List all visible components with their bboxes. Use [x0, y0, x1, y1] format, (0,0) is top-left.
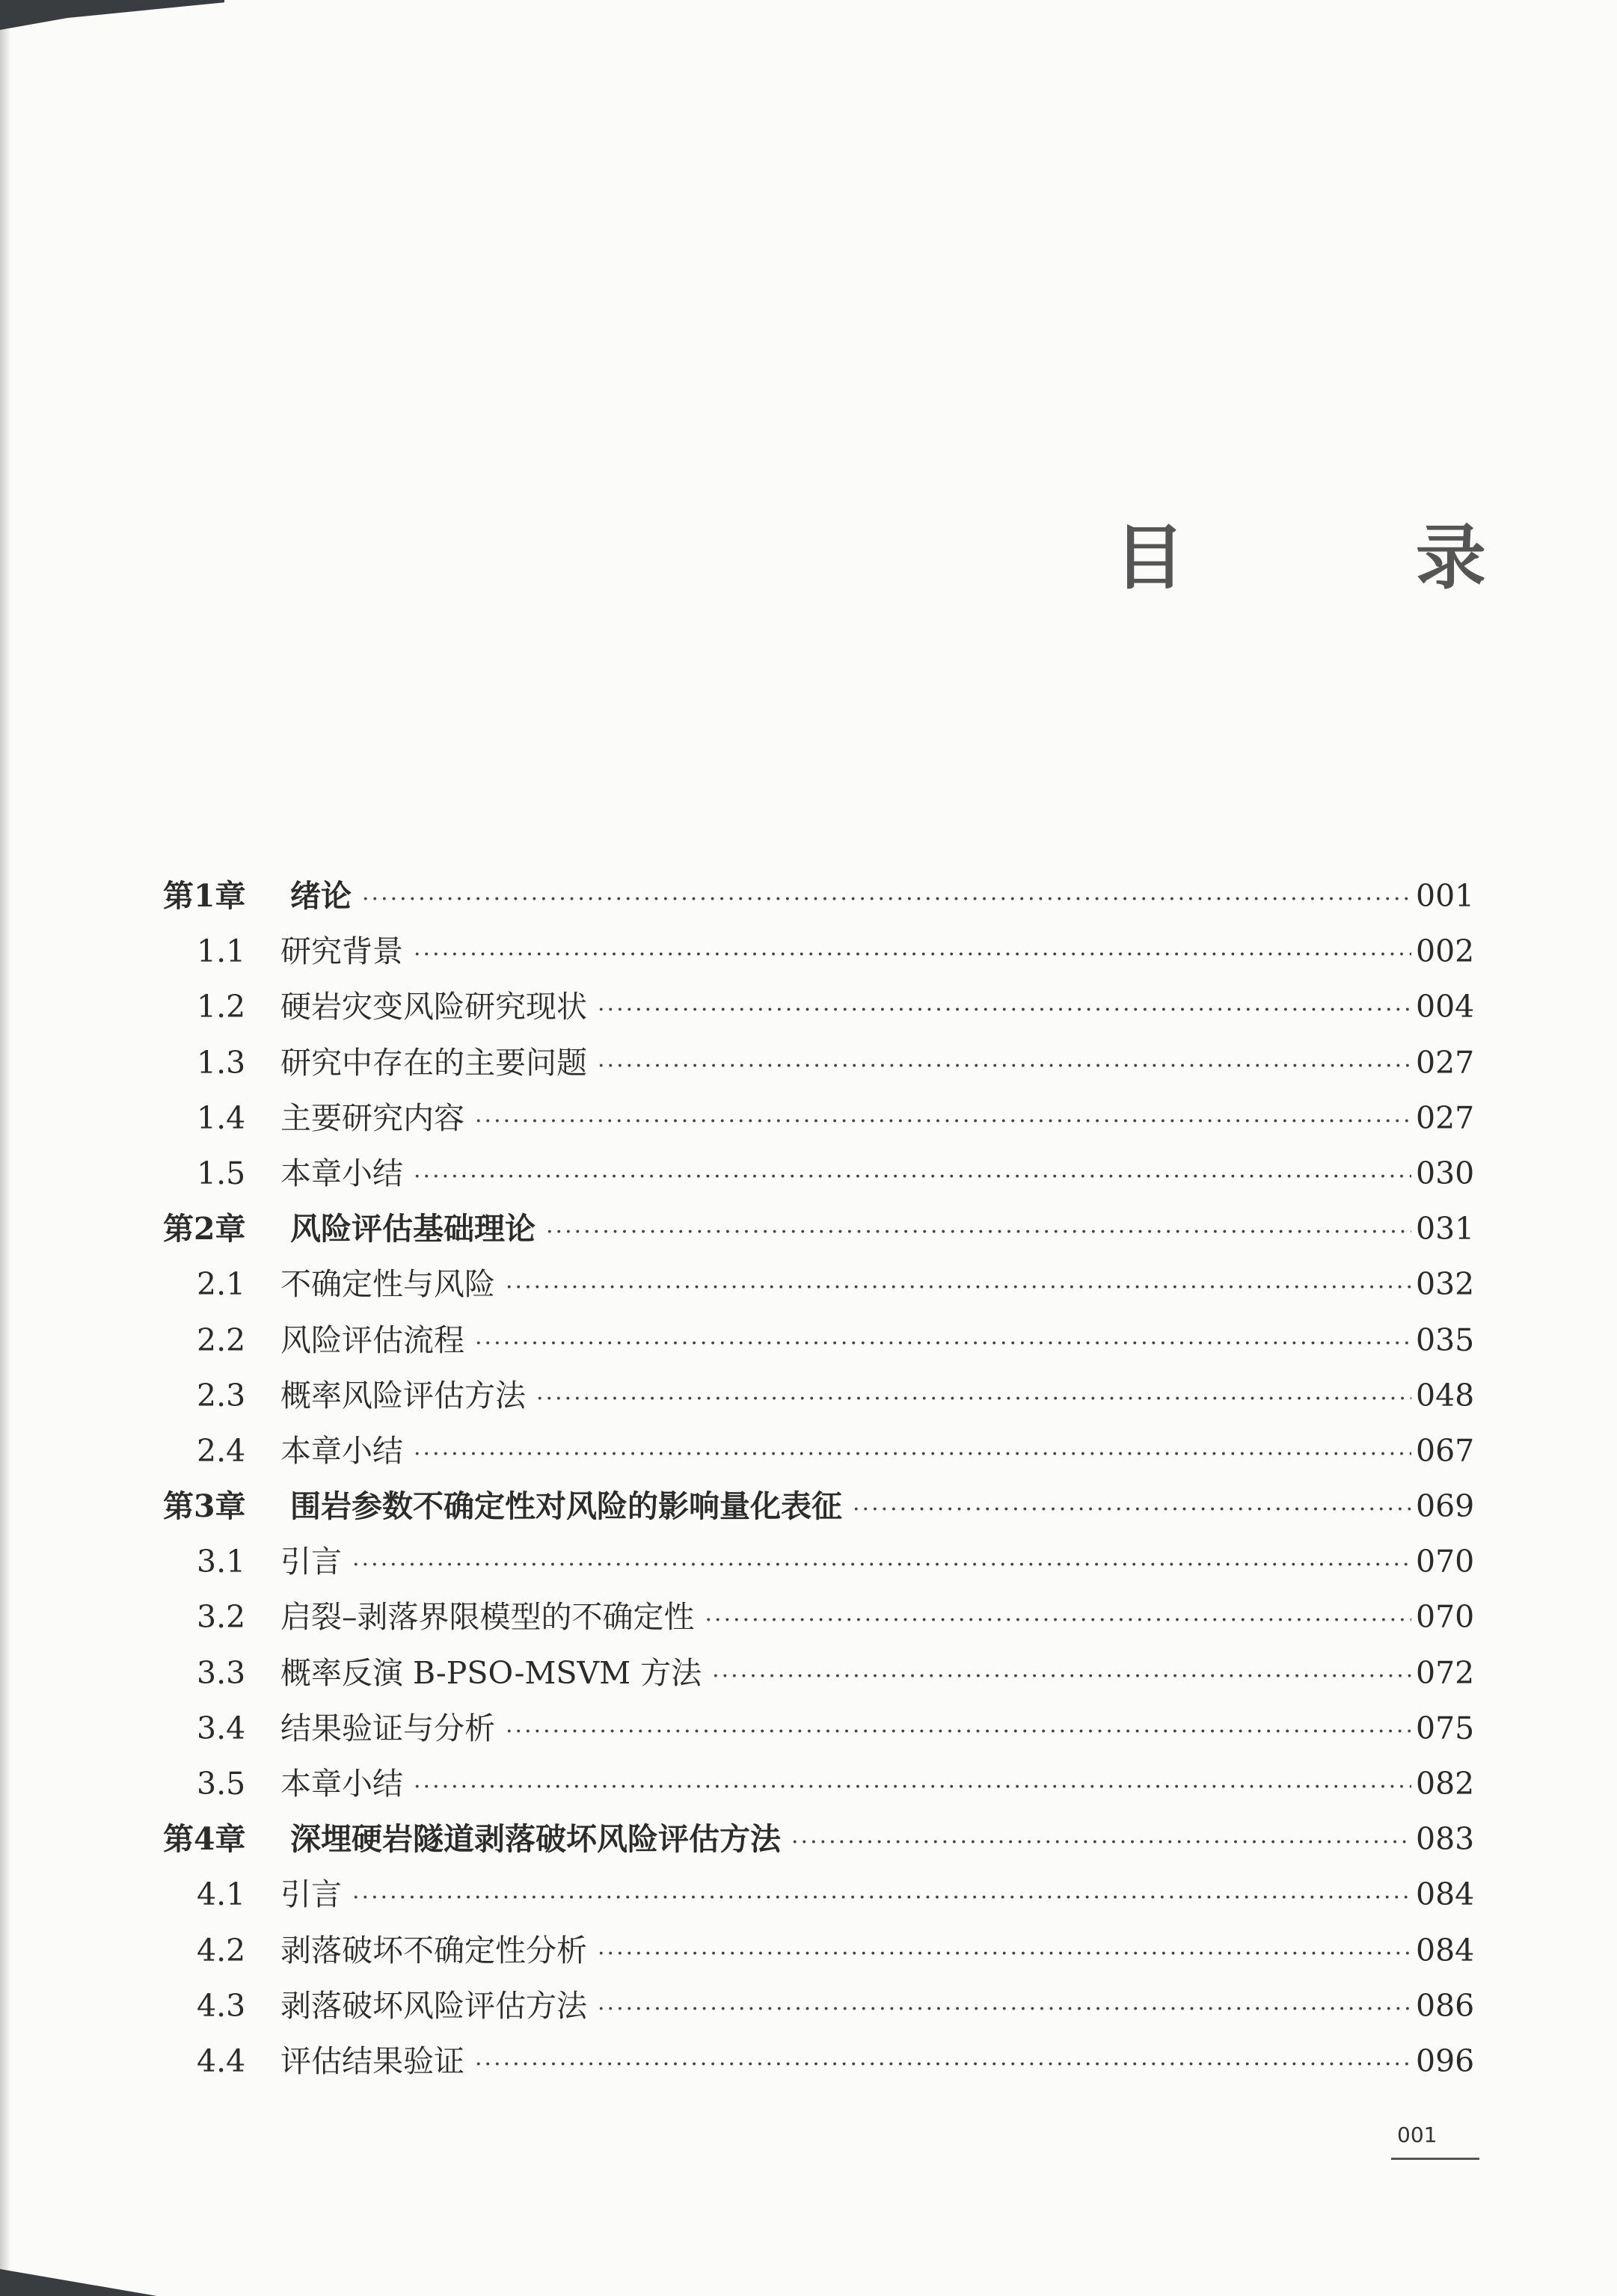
toc-chapter-entry	[163, 1811, 1475, 1867]
toc-section-entry	[163, 1701, 1475, 1756]
toc-entry-number: 2.2	[197, 1322, 246, 1358]
toc-entry-number: 第3章	[163, 1488, 246, 1525]
toc-leader-dots	[712, 1649, 1411, 1704]
toc-entry-number: 3.4	[197, 1710, 246, 1746]
toc-entry-page: 001	[1416, 878, 1475, 914]
toc-leader-dots	[598, 983, 1411, 1038]
toc-leader-dots	[598, 1039, 1411, 1094]
page-number: 001	[1397, 2122, 1437, 2147]
toc-entry-page: 075	[1416, 1710, 1475, 1746]
toc-leader-dots	[853, 1482, 1411, 1538]
toc-section-entry	[163, 1313, 1475, 1368]
toc-entry-page: 027	[1416, 1044, 1475, 1081]
toc-entry-title: 深埋硬岩隧道剥落破坏风险评估方法	[290, 1821, 781, 1858]
toc-entry-number: 2.1	[197, 1266, 246, 1303]
toc-section-entry	[163, 979, 1475, 1034]
toc-entry-title: 风险评估流程	[280, 1322, 464, 1358]
toc-title: 目 录	[1114, 518, 1589, 599]
toc-entry-title: 剥落破坏风险评估方法	[280, 1987, 587, 2024]
toc-section-entry	[163, 1035, 1475, 1090]
toc-entry-page: 096	[1416, 2042, 1475, 2079]
toc-leader-dots	[362, 872, 1411, 927]
toc-leader-dots	[546, 1205, 1411, 1260]
toc-leader-dots	[475, 1316, 1411, 1372]
toc-leader-dots	[414, 1760, 1411, 1815]
toc-entry-page: 027	[1416, 1099, 1475, 1136]
toc-entry-number: 1.3	[197, 1044, 246, 1081]
toc-leader-dots	[598, 1982, 1411, 2037]
toc-section-entry	[163, 924, 1475, 979]
toc-section-entry	[163, 1423, 1475, 1479]
toc-entry-title: 本章小结	[280, 1766, 403, 1802]
toc-entry-page: 086	[1416, 1987, 1475, 2024]
toc-entry-page: 031	[1416, 1211, 1475, 1247]
toc-entry-number: 4.3	[197, 1987, 246, 2024]
toc-entry-title: 研究背景	[280, 933, 403, 970]
toc-entry-title: 不确定性与风险	[280, 1266, 495, 1303]
toc-entry-page: 002	[1416, 933, 1475, 970]
toc-leader-dots	[414, 1149, 1411, 1205]
toc-entry-number: 第1章	[163, 878, 246, 914]
toc-entry-page: 048	[1416, 1377, 1475, 1413]
toc-entry-page: 070	[1416, 1544, 1475, 1580]
toc-entry-title: 引言	[280, 1544, 342, 1580]
page-edge-shadow	[0, 0, 10, 2296]
toc-leader-dots	[598, 1927, 1411, 1982]
toc-entry-title: 结果验证与分析	[280, 1710, 495, 1746]
toc-section-entry	[163, 1923, 1475, 1978]
toc-leader-dots	[352, 1538, 1411, 1593]
toc-entry-number: 第2章	[163, 1211, 246, 1247]
toc-entry-title: 研究中存在的主要问题	[280, 1044, 587, 1081]
toc-entry-number: 第4章	[163, 1821, 246, 1858]
toc-entry-number: 2.3	[197, 1377, 246, 1413]
toc-leader-dots	[352, 1870, 1411, 1926]
toc-entry-title: 绪论	[290, 878, 352, 914]
toc-leader-dots	[475, 1094, 1411, 1149]
toc-leader-dots	[791, 1815, 1411, 1870]
toc-chapter-entry	[163, 1201, 1475, 1256]
toc-leader-dots	[506, 1260, 1411, 1316]
toc-entry-page: 083	[1416, 1821, 1475, 1858]
toc-leader-dots	[414, 1427, 1411, 1482]
toc-section-entry	[163, 1368, 1475, 1423]
toc-leader-dots	[506, 1704, 1411, 1760]
toc-entry-number: 4.2	[197, 1932, 246, 1968]
toc-chapter-entry	[163, 868, 1475, 924]
toc-section-entry	[163, 1867, 1475, 1922]
toc-section-entry	[163, 1146, 1475, 1201]
toc-section-entry	[163, 1589, 1475, 1645]
toc-leader-dots	[536, 1372, 1411, 1427]
scan-corner-top	[0, 0, 224, 30]
toc-entry-number: 2.4	[197, 1432, 246, 1469]
toc-list	[163, 868, 1475, 2089]
toc-entry-title: 引言	[280, 1876, 342, 1913]
toc-leader-dots	[414, 927, 1411, 983]
toc-entry-page: 082	[1416, 1766, 1475, 1802]
toc-section-entry	[163, 1090, 1475, 1146]
toc-entry-number: 1.4	[197, 1099, 246, 1136]
toc-entry-page: 084	[1416, 1876, 1475, 1913]
toc-entry-title: 本章小结	[280, 1155, 403, 1191]
toc-entry-page: 035	[1416, 1322, 1475, 1358]
toc-entry-number: 1.1	[197, 933, 246, 970]
toc-entry-number: 1.2	[197, 989, 246, 1025]
toc-entry-title: 概率反演 B-PSO-MSVM 方法	[280, 1654, 702, 1691]
toc-entry-title: 主要研究内容	[280, 1099, 464, 1136]
toc-entry-title: 概率风险评估方法	[280, 1377, 526, 1413]
scan-corner-bottom	[0, 2269, 157, 2296]
toc-leader-dots	[705, 1593, 1412, 1648]
toc-entry-number: 1.5	[197, 1155, 246, 1191]
toc-chapter-entry	[163, 1479, 1475, 1534]
toc-entry-title: 风险评估基础理论	[290, 1211, 536, 1247]
toc-entry-title: 硬岩灾变风险研究现状	[280, 989, 587, 1025]
toc-section-entry	[163, 1645, 1475, 1701]
toc-section-entry	[163, 1978, 1475, 2033]
toc-entry-number: 4.1	[197, 1876, 246, 1913]
toc-entry-title: 围岩参数不确定性对风险的影响量化表征	[290, 1488, 842, 1525]
toc-entry-number: 4.4	[197, 2042, 246, 2079]
toc-entry-page: 084	[1416, 1932, 1475, 1968]
page-number-rule	[1391, 2158, 1479, 2160]
toc-entry-page: 067	[1416, 1432, 1475, 1469]
toc-entry-title: 启裂–剥落界限模型的不确定性	[280, 1599, 695, 1636]
toc-section-entry	[163, 1534, 1475, 1589]
toc-section-entry	[163, 2033, 1475, 2089]
toc-entry-number: 3.5	[197, 1766, 246, 1802]
toc-section-entry	[163, 1256, 1475, 1312]
toc-entry-title: 剥落破坏不确定性分析	[280, 1932, 587, 1968]
toc-entry-page: 032	[1416, 1266, 1475, 1303]
toc-entry-title: 本章小结	[280, 1432, 403, 1469]
toc-entry-number: 3.2	[197, 1599, 246, 1636]
toc-entry-page: 004	[1416, 989, 1475, 1025]
toc-entry-page: 072	[1416, 1654, 1475, 1691]
toc-section-entry	[163, 1756, 1475, 1811]
toc-entry-title: 评估结果验证	[280, 2042, 464, 2079]
toc-entry-page: 030	[1416, 1155, 1475, 1191]
toc-entry-page: 070	[1416, 1599, 1475, 1636]
toc-leader-dots	[475, 2037, 1411, 2093]
toc-entry-page: 069	[1416, 1488, 1475, 1525]
toc-entry-number: 3.3	[197, 1654, 246, 1691]
toc-entry-number: 3.1	[197, 1544, 246, 1580]
